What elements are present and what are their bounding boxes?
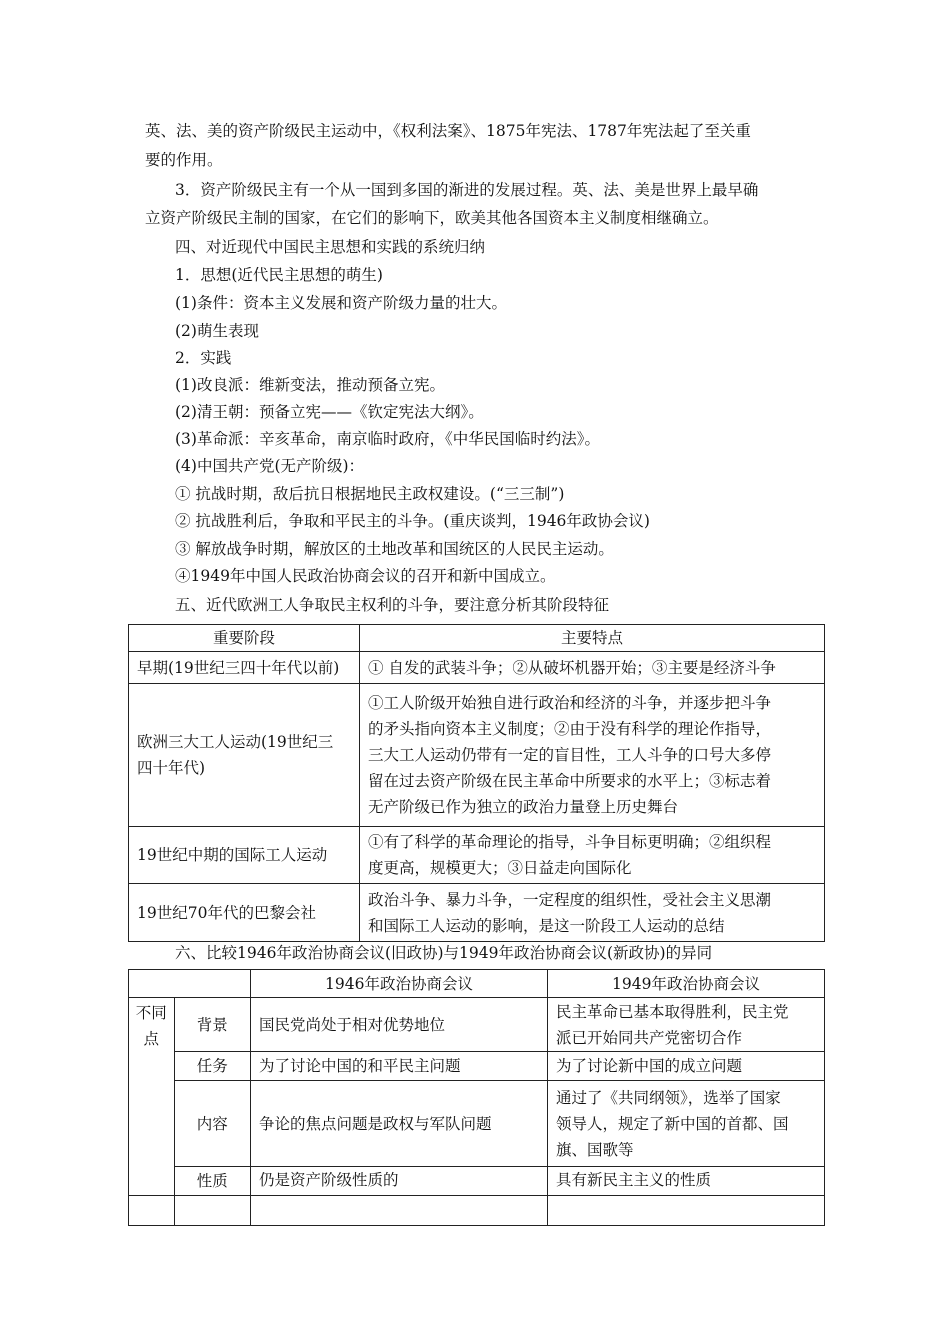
workers-movement-table: [128, 624, 825, 942]
paragraph-line: 3．资产阶级民主有一个从一国到多国的渐进的发展过程。英、法、美是世界上最早确: [175, 181, 759, 199]
old-cppcc-cell: 为了讨论中国的和平民主问题: [251, 1052, 548, 1081]
table-row: [129, 684, 825, 827]
paragraph-line: ② 抗战胜利后，争取和平民主的斗争。(重庆谈判，1946年政协会议): [175, 512, 650, 530]
table-header-cell: 1946年政治协商会议: [251, 970, 548, 998]
paragraph-line: ① 抗战时期，敌后抗日根据地民主政权建设。(“三三制”): [175, 485, 565, 503]
table-row: [129, 1167, 825, 1196]
table-header-cell: 1949年政治协商会议: [548, 970, 825, 998]
paragraph-line: ③ 解放战争时期，解放区的土地改革和国统区的人民民主运动。: [175, 540, 614, 558]
section-heading-5: 五、近代欧洲工人争取民主权利的斗争，要注意分析其阶段特征: [175, 596, 610, 614]
aspect-cell: 背景: [174, 998, 250, 1052]
paragraph-line: (1)改良派：维新变法，推动预备立宪。: [175, 376, 445, 394]
new-cppcc-cell: 具有新民主主义的性质: [548, 1167, 825, 1196]
new-cppcc-cell: 通过了《共同纲领》，选举了国家 领导人，规定了新中国的首都、国 旗、国歌等: [548, 1081, 825, 1167]
table-header-row: [129, 970, 825, 998]
features-cell: ①工人阶级开始独自进行政治和经济的斗争，并逐步把斗争 的矛头指向资本主义制度；②由于没有科学的理论作指导， 三大工人运动仍带有一定的盲目性，工人斗争的口号大多停 留在过去资产阶级在民主革命中所要求的水平上；③标志着 无产阶级已作为独立的政治力量登上历史舞台: [360, 684, 825, 827]
paragraph-line: 英、法、美的资产阶级民主运动中，《权利法案》、1875年宪法、1787年宪法起了至关重: [145, 122, 751, 140]
features-cell: ①有了科学的革命理论的指导，斗争目标更明确；②组织程 度更高，规模更大；③日益走向国际化: [360, 827, 825, 884]
table-header-cell: [129, 970, 251, 998]
stage-cell: 19世纪中期的国际工人运动: [129, 827, 360, 884]
stage-cell: 19世纪70年代的巴黎会社: [129, 884, 360, 942]
paragraph-line: (2)清王朝：预备立宪——《钦定宪法大纲》。: [175, 403, 484, 421]
paragraph-line: (4)中国共产党(无产阶级)：: [175, 457, 365, 475]
group-label-cell: 不同 点: [129, 998, 175, 1196]
new-cppcc-cell: 为了讨论新中国的成立问题: [548, 1052, 825, 1081]
section-heading-4: 四、对近现代中国民主思想和实践的系统归纳: [175, 238, 486, 256]
features-cell: 政治斗争、暴力斗争，一定程度的组织性，受社会主义思潮 和国际工人运动的影响，是这一阶段工人运动的总结: [360, 884, 825, 942]
aspect-cell: 性质: [174, 1167, 250, 1196]
aspect-cell: 内容: [174, 1081, 250, 1167]
paragraph-line: (3)革命派：辛亥革命，南京临时政府，《中华民国临时约法》。: [175, 430, 600, 448]
table-header-cell: 主要特点: [360, 625, 825, 652]
table-header-row: [129, 625, 825, 652]
table-filler-row: [129, 1196, 825, 1226]
features-cell: ① 自发的武装斗争；②从破坏机器开始；③主要是经济斗争: [360, 652, 825, 684]
paragraph-line: ④1949年中国人民政治协商会议的召开和新中国成立。: [175, 567, 556, 585]
old-cppcc-cell: 仍是资产阶级性质的: [251, 1167, 548, 1196]
paragraph-line: 要的作用。: [145, 151, 223, 169]
section-heading-6: 六、比较1946年政治协商会议(旧政协)与1949年政治协商会议(新政协)的异同: [175, 944, 713, 962]
stage-cell: 早期(19世纪三四十年代以前): [129, 652, 360, 684]
table-row: [129, 884, 825, 942]
table-row: [129, 827, 825, 884]
paragraph-line: (2)萌生表现: [175, 322, 259, 340]
paragraph-line: 1．思想(近代民主思想的萌生): [175, 266, 383, 284]
table-row: [129, 998, 825, 1052]
aspect-cell: 任务: [174, 1052, 250, 1081]
new-cppcc-cell: 民主革命已基本取得胜利，民主党 派已开始同共产党密切合作: [548, 998, 825, 1052]
stage-cell: 欧洲三大工人运动(19世纪三 四十年代): [129, 684, 360, 827]
table-header-cell: 重要阶段: [129, 625, 360, 652]
old-cppcc-cell: 争论的焦点问题是政权与军队问题: [251, 1081, 548, 1167]
table-row: [129, 652, 825, 684]
cppcc-comparison-table: [128, 969, 825, 1226]
table-row: [129, 1081, 825, 1167]
old-cppcc-cell: 国民党尚处于相对优势地位: [251, 998, 548, 1052]
paragraph-line: (1)条件：资本主义发展和资产阶级力量的壮大。: [175, 294, 507, 312]
table-row: [129, 1052, 825, 1081]
paragraph-line: 立资产阶级民主制的国家，在它们的影响下，欧美其他各国资本主义制度相继确立。: [145, 209, 719, 227]
paragraph-line: 2．实践: [175, 349, 232, 367]
